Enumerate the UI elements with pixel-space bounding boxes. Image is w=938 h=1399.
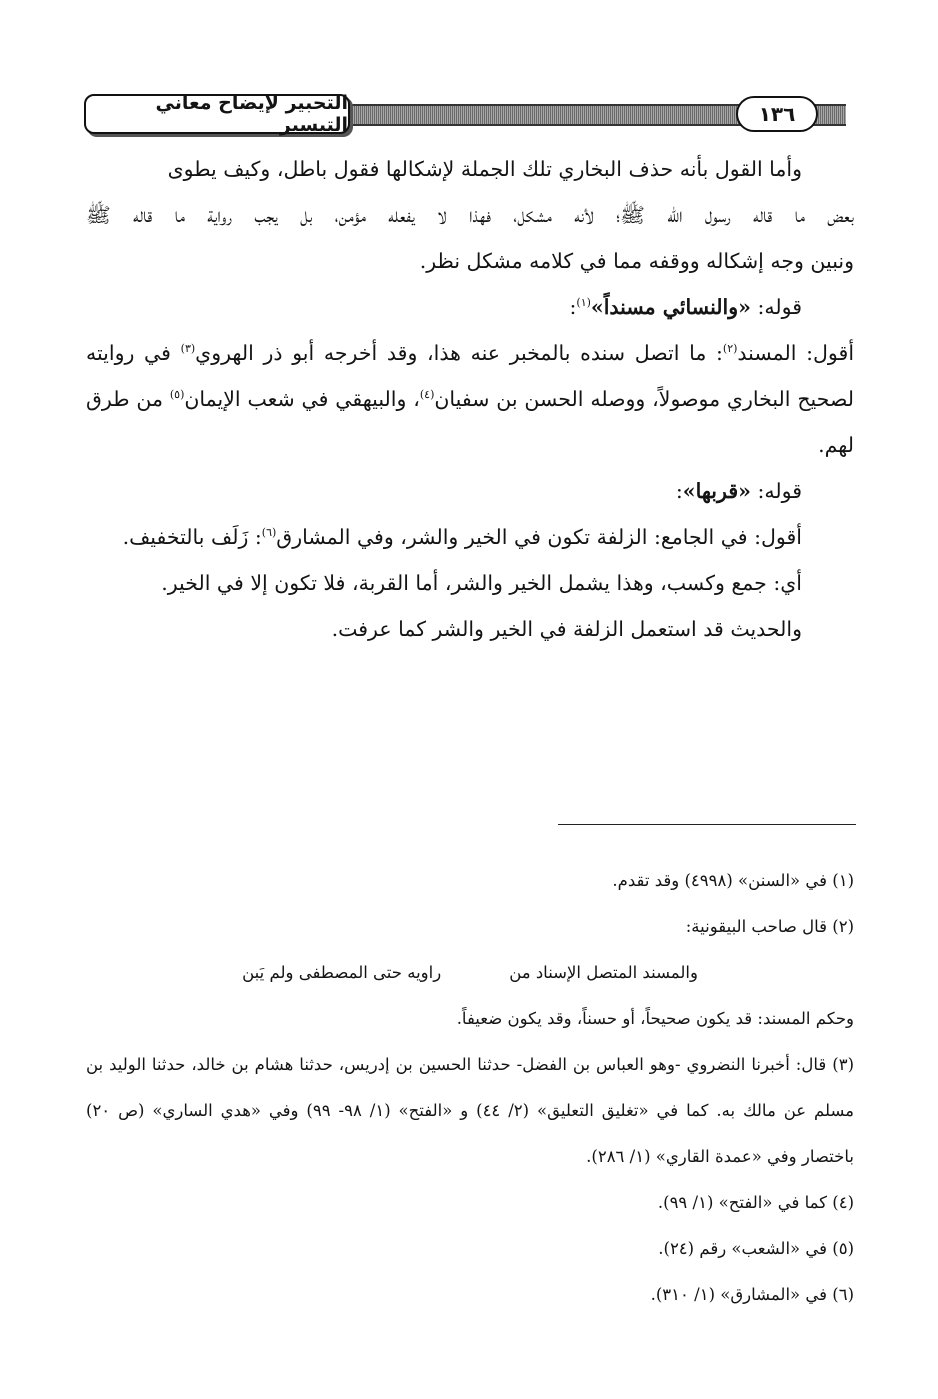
poetry-verse [86, 950, 854, 996]
paragraph-1-line-1: وأما القول بأنه حذف البخاري تلك الجملة لإشكالها فقول باطل، وكيف يطوى [167, 157, 802, 181]
footnote-ref-6: (٦) [261, 526, 277, 540]
footnote-ref-2: (٢) [722, 342, 738, 356]
footnote-2: (٢) قال صاحب البيقونية: [685, 917, 854, 936]
footnote-ref-5: (٥) [169, 388, 185, 402]
footnote-ref-1: (١) [576, 296, 591, 310]
paragraph-2-text-3: في روايته لصحيح البخاري موصولاً، ووصله الحسن بن سفيان [86, 341, 854, 411]
footnote-4: (٤) كما في «الفتح» (١/ ٩٩). [657, 1193, 854, 1212]
paragraph-2-text-4: ، والبيهقي في شعب الإيمان [184, 387, 420, 411]
quote-2-suffix: : [675, 479, 683, 503]
verse-second-hemistich: راويه حتى المصطفى ولم يَبن [242, 963, 442, 982]
footnote-5: (٥) في «الشعب» رقم (٢٤). [658, 1239, 854, 1258]
quote-heading-1 [86, 284, 854, 330]
footnote-ref-4: (٤) [419, 388, 435, 402]
paragraph-5: والحديث قد استعمل الزلفة في الخير والشر كما عرفت. [331, 617, 802, 641]
main-text [86, 146, 854, 652]
quote-1-suffix: : [569, 295, 577, 319]
paragraph-1-line-2: بعض ما قاله رسول الله ﷺ؛ لأنه مشكل، فهذا لا يفعله مؤمن، بل يجب رواية ما قاله ﷺ [86, 203, 854, 227]
paragraph-2-text-5: من طرق لهم. [86, 387, 854, 457]
verse-first-hemistich: والمسند المتصل الإسناد من [509, 963, 698, 982]
footnotes [86, 858, 854, 1318]
quote-heading-2 [86, 468, 854, 514]
paragraph-1 [86, 146, 854, 192]
footnote-separator [558, 824, 856, 825]
footnote-2-continued: وحكم المسند: قد يكون صحيحاً، أو حسناً، وقد يكون ضعيفاً. [456, 1009, 854, 1028]
footnote-1: (١) في «السنن» (٤٩٩٨) وقد تقدم. [612, 871, 854, 890]
paragraph-2-text-2: : ما اتصل سنده بالمخبر عنه هذا، وقد أخرجه أبو ذر الهروي [195, 341, 723, 365]
paragraph-2-text-1: أقول: المسند [737, 341, 855, 365]
paragraph-4: أي: جمع وكسب، وهذا يشمل الخير والشر، أما القربة، فلا تكون إلا في الخير. [161, 571, 802, 595]
paragraph-3-text-2: : زَلَف بالتخفيف. [122, 525, 262, 549]
paragraph-1-line-3: ونبين وجه إشكاله ووقفه مما في كلامه مشكل نظر. [419, 249, 854, 273]
footnote-6: (٦) في «المشارق» (١/ ٣١٠). [650, 1285, 854, 1304]
paragraph-3 [86, 514, 854, 560]
quote-2-text: «قربها» [682, 479, 751, 503]
footnote-3: (٣) قال: أخبرنا النضروي -وهو العباس بن الفضل- حدثنا الحسين بن إدريس، حدثنا هشام بن خالد، حدثنا الوليد بن مسلم عن مالك به. كما في «تغليق التعليق» (٢/ ٤٤) و «الفتح» (١/ ٩٨- ٩٩) وفي «هدي الساري» (ص ٢٠) باختصار وفي «عمدة القاري» (١/ ٢٨٦). [86, 1055, 855, 1166]
quote-1-prefix: قوله: [750, 295, 802, 319]
footnote-ref-3: (٣) [180, 342, 196, 356]
book-title: التحبير لإيضاح معاني التيسير [84, 94, 350, 134]
quote-2-prefix: قوله: [750, 479, 802, 503]
quote-1-text: «والنسائي مسنداً» [590, 295, 751, 319]
page-header [84, 92, 854, 136]
paragraph-2 [86, 330, 854, 468]
paragraph-3-text-1: أقول: في الجامع: الزلفة تكون في الخير والشر، وفي المشارق [276, 525, 802, 549]
page-number: ١٣٦ [736, 96, 818, 132]
